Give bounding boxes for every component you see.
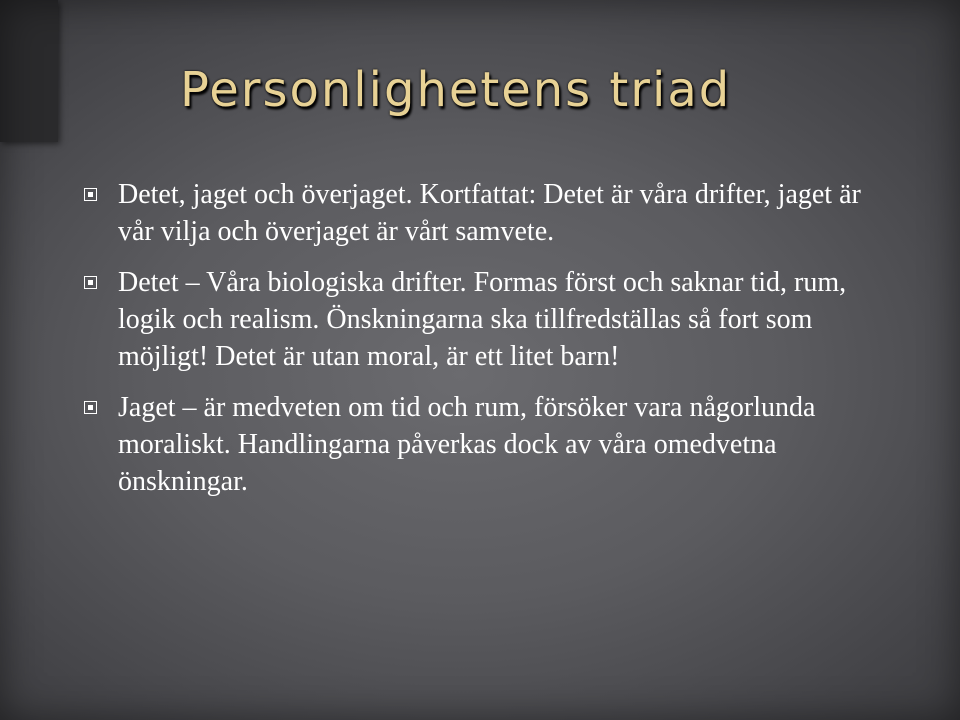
bullet-text: Detet, jaget och överjaget. Kortfattat: Detet är våra drifter, jaget är vår vilja och överjaget är vårt samvete. [118, 179, 861, 247]
bullet-text: Detet – Våra biologiska drifter. Formas först och saknar tid, rum, logik och realism. Önskningarna ska tillfredställas så fort som möjligt! Detet är utan moral, är ett litet barn! [118, 267, 847, 372]
bullet-item [82, 389, 872, 500]
square-bullet-icon [84, 188, 97, 201]
bullet-item [82, 264, 872, 375]
square-bullet-icon [84, 401, 97, 414]
bullet-text: Jaget – är medveten om tid och rum, försöker vara någorlunda moraliskt. Handlingarna påverkas dock av våra omedvetna önskningar. [118, 392, 816, 497]
square-bullet-icon [84, 276, 97, 289]
slide-title: Personlighetens triad [180, 62, 732, 118]
corner-accent-block [0, 0, 58, 142]
bullet-list [82, 176, 872, 514]
bullet-item [82, 176, 872, 250]
